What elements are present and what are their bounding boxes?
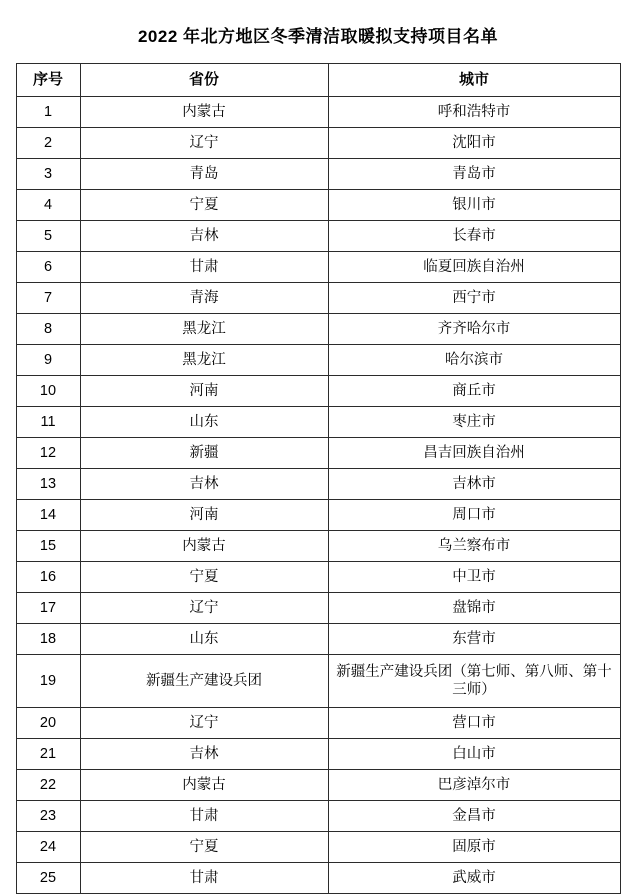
table-row [16, 655, 620, 708]
table-row [16, 469, 620, 500]
page-title: 2022 年北方地区冬季清洁取暖拟支持项目名单 [137, 27, 499, 46]
cell-province: 吉林 [80, 739, 328, 770]
cell-index: 4 [16, 190, 80, 221]
cell-index: 9 [16, 345, 80, 376]
cell-province: 内蒙古 [80, 531, 328, 562]
cell-province: 山东 [80, 624, 328, 655]
cell-index: 20 [16, 708, 80, 739]
cell-index: 10 [16, 376, 80, 407]
cell-city: 东营市 [328, 624, 620, 655]
cell-province: 辽宁 [80, 708, 328, 739]
cell-city: 银川市 [328, 190, 620, 221]
cell-province: 吉林 [80, 221, 328, 252]
cell-city: 盘锦市 [328, 593, 620, 624]
cell-province: 辽宁 [80, 593, 328, 624]
cell-city: 吉林市 [328, 469, 620, 500]
cell-index: 24 [16, 832, 80, 863]
cell-index: 6 [16, 252, 80, 283]
cell-city: 昌吉回族自治州 [328, 438, 620, 469]
table-row [16, 562, 620, 593]
cell-index: 15 [16, 531, 80, 562]
cell-province: 内蒙古 [80, 770, 328, 801]
cell-province: 新疆生产建设兵团 [80, 655, 328, 708]
table-row [16, 438, 620, 469]
cell-index: 7 [16, 283, 80, 314]
project-list-table [16, 63, 621, 894]
cell-city: 金昌市 [328, 801, 620, 832]
table-row [16, 531, 620, 562]
cell-province: 山东 [80, 407, 328, 438]
cell-city: 临夏回族自治州 [328, 252, 620, 283]
column-header-province: 省份 [80, 64, 328, 97]
cell-province: 青岛 [80, 159, 328, 190]
cell-index: 12 [16, 438, 80, 469]
cell-city: 新疆生产建设兵团（第七师、第八师、第十三师） [328, 655, 620, 708]
cell-city: 呼和浩特市 [328, 97, 620, 128]
cell-index: 1 [16, 97, 80, 128]
cell-city: 固原市 [328, 832, 620, 863]
cell-index: 11 [16, 407, 80, 438]
cell-province: 内蒙古 [80, 97, 328, 128]
cell-index: 3 [16, 159, 80, 190]
cell-city: 长春市 [328, 221, 620, 252]
cell-province: 黑龙江 [80, 345, 328, 376]
cell-province: 甘肃 [80, 252, 328, 283]
cell-province: 宁夏 [80, 832, 328, 863]
cell-province: 河南 [80, 376, 328, 407]
table-row [16, 283, 620, 314]
table-row [16, 252, 620, 283]
table-header-row [16, 64, 620, 97]
cell-province: 甘肃 [80, 801, 328, 832]
cell-index: 18 [16, 624, 80, 655]
cell-index: 16 [16, 562, 80, 593]
cell-province: 新疆 [80, 438, 328, 469]
cell-province: 辽宁 [80, 128, 328, 159]
cell-city: 周口市 [328, 500, 620, 531]
cell-index: 19 [16, 655, 80, 708]
cell-index: 21 [16, 739, 80, 770]
table-row [16, 770, 620, 801]
column-header-index: 序号 [16, 64, 80, 97]
cell-province: 青海 [80, 283, 328, 314]
cell-city: 乌兰察布市 [328, 531, 620, 562]
cell-province: 吉林 [80, 469, 328, 500]
cell-index: 14 [16, 500, 80, 531]
cell-city: 中卫市 [328, 562, 620, 593]
cell-index: 8 [16, 314, 80, 345]
cell-city: 巴彦淖尔市 [328, 770, 620, 801]
cell-city: 商丘市 [328, 376, 620, 407]
column-header-city: 城市 [328, 64, 620, 97]
table-row [16, 708, 620, 739]
table-row [16, 190, 620, 221]
cell-city: 青岛市 [328, 159, 620, 190]
cell-province: 甘肃 [80, 863, 328, 894]
table-row [16, 128, 620, 159]
cell-province: 宁夏 [80, 562, 328, 593]
table-row [16, 221, 620, 252]
table-row [16, 314, 620, 345]
cell-city: 武威市 [328, 863, 620, 894]
table-row [16, 832, 620, 863]
cell-index: 17 [16, 593, 80, 624]
table-row [16, 593, 620, 624]
table-row [16, 500, 620, 531]
table-row [16, 345, 620, 376]
table-row [16, 624, 620, 655]
cell-province: 黑龙江 [80, 314, 328, 345]
table-row [16, 407, 620, 438]
cell-index: 5 [16, 221, 80, 252]
table-row [16, 376, 620, 407]
cell-index: 13 [16, 469, 80, 500]
cell-index: 22 [16, 770, 80, 801]
cell-index: 23 [16, 801, 80, 832]
table-row [16, 801, 620, 832]
cell-city: 白山市 [328, 739, 620, 770]
cell-city: 齐齐哈尔市 [328, 314, 620, 345]
cell-city: 沈阳市 [328, 128, 620, 159]
cell-province: 河南 [80, 500, 328, 531]
cell-index: 25 [16, 863, 80, 894]
cell-city: 西宁市 [328, 283, 620, 314]
table-row [16, 159, 620, 190]
cell-province: 宁夏 [80, 190, 328, 221]
cell-city: 哈尔滨市 [328, 345, 620, 376]
table-row [16, 739, 620, 770]
cell-city: 枣庄市 [328, 407, 620, 438]
cell-index: 2 [16, 128, 80, 159]
table-row [16, 97, 620, 128]
table-row [16, 863, 620, 894]
cell-city: 营口市 [328, 708, 620, 739]
